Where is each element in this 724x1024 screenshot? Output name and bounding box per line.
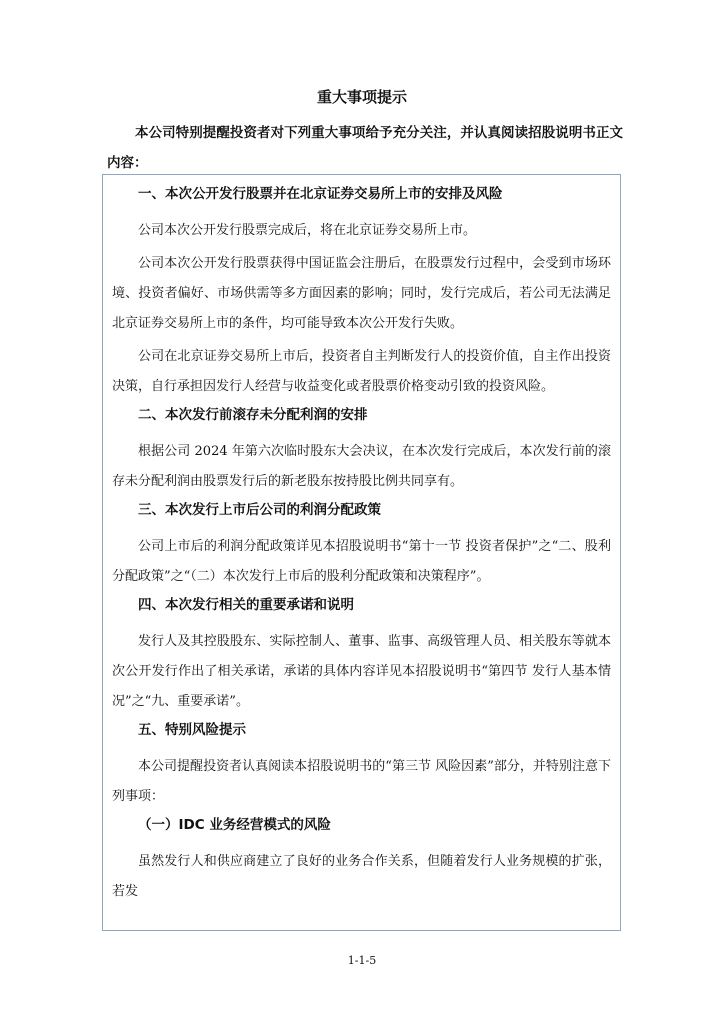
section-paragraph: 根据公司 2024 年第六次临时股东大会决议，在本次发行完成后，本次发行前的滚存未分配利润由股票发行后的新老股东按持股比例共同享有。 <box>112 444 611 489</box>
section-heading: 三、本次发行上市后公司的利润分配政策 <box>138 502 381 518</box>
page-number: 1-1-5 <box>347 954 377 967</box>
section-paragraph: 本公司提醒投资者认真阅读本招股说明书的“第三节 风险因素”部分，并特别注意下列事项： <box>112 759 611 804</box>
section-heading: 二、本次发行前滚存未分配利润的安排 <box>138 407 368 423</box>
section-paragraph: 虽然发行人和供应商建立了良好的业务合作关系，但随着发行人业务规模的扩张，若发 <box>112 854 611 899</box>
section-5 <box>112 720 611 812</box>
section-2 <box>112 405 611 497</box>
intro-paragraph: 本公司特别提醒投资者对下列重大事项给予充分关注，并认真阅读招股说明书正文内容： <box>107 125 623 171</box>
section-paragraph: 公司在北京证券交易所上市后，投资者自主判断发行人的投资价值，自主作出投资决策，自行承担因发行人经营与收益变化或者股票价格变动引致的投资风险。 <box>112 349 611 394</box>
section-3 <box>112 500 611 592</box>
section-heading: 一、本次公开发行股票并在北京证券交易所上市的安排及风险 <box>138 186 503 202</box>
section-paragraph: 公司本次公开发行股票获得中国证监会注册后，在股票发行过程中，会受到市场环境、投资者偏好、市场供需等多方面因素的影响；同时，发行完成后，若公司无法满足北京证券交易所上市的条件，均可能导致本次公开发行失败。 <box>112 256 611 331</box>
important-notice-box <box>102 174 621 931</box>
section-paragraph: 公司上市后的利润分配政策详见本招股说明书“第十一节 投资者保护”之“二、股利分配政策”之“（二）本次发行上市后的股利分配政策和决策程序”。 <box>112 539 611 584</box>
section-1 <box>112 184 611 402</box>
section-paragraph: 公司本次公开发行股票完成后，将在北京证券交易所上市。 <box>138 223 477 238</box>
subsection-heading: （一）IDC 业务经营模式的风险 <box>138 817 331 833</box>
section-4 <box>112 595 611 717</box>
section-heading: 四、本次发行相关的重要承诺和说明 <box>138 597 354 613</box>
subsection-5-1 <box>112 815 611 907</box>
page-title: 重大事项提示 <box>316 88 407 106</box>
section-heading: 五、特别风险提示 <box>138 722 246 738</box>
section-paragraph: 发行人及其控股股东、实际控制人、董事、监事、高级管理人员、相关股东等就本次公开发行作出了相关承诺，承诺的具体内容详见本招股说明书“第四节 发行人基本情况”之“九、重要承诺”。 <box>112 634 611 709</box>
